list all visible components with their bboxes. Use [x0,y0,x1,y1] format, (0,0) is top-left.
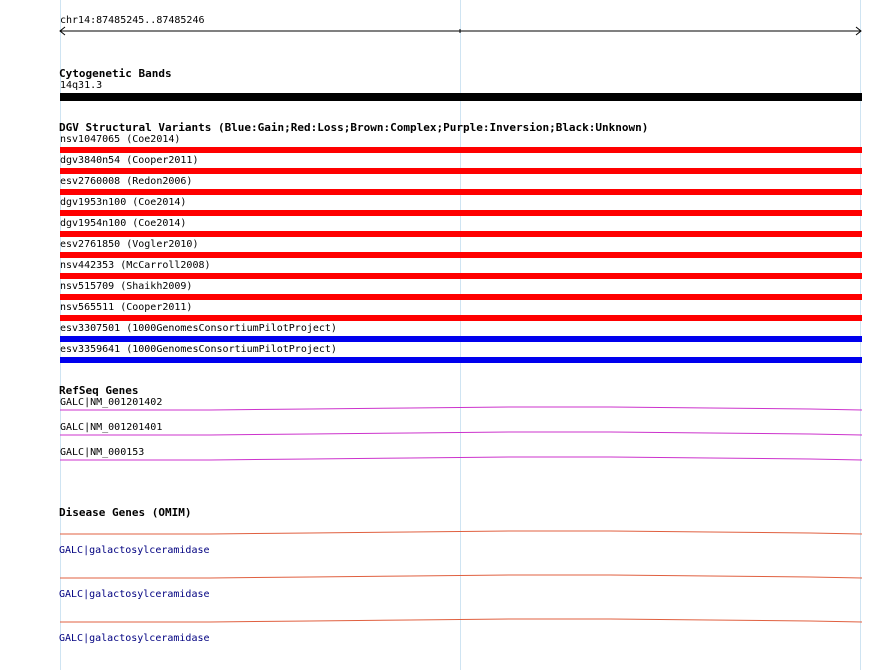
coordinate-ruler [58,26,864,36]
omim-gene-label[interactable]: GALC|galactosylceramidase [59,545,210,556]
dgv-variant-label: dgv1953n100 (Coe2014) [60,197,187,208]
omim-gene-label[interactable]: GALC|galactosylceramidase [59,633,210,644]
refseq-gene-feature[interactable] [60,406,862,414]
omim-track-title: Disease Genes (OMIM) [59,506,192,519]
dgv-variant-label: dgv3840n54 (Cooper2011) [60,155,199,166]
dgv-variant-label: esv2760008 (Redon2006) [60,176,193,187]
dgv-variant-label: nsv515709 (Shaikh2009) [60,281,193,292]
cytoband-bar[interactable] [60,93,862,101]
dgv-variant-bar[interactable] [60,315,862,321]
dgv-variant-label: nsv565511 (Cooper2011) [60,302,193,313]
dgv-variant-bar[interactable] [60,357,862,363]
dgv-variant-bar[interactable] [60,336,862,342]
dgv-variant-bar[interactable] [60,231,862,237]
refseq-gene-label: GALC|NM_001201402 [60,397,163,408]
dgv-variant-bar[interactable] [60,147,862,153]
refseq-track-title: RefSeq Genes [59,384,139,397]
cytoband-track-title: Cytogenetic Bands [59,67,172,80]
coordinate-label: chr14:87485245..87485246 [60,15,205,26]
dgv-variant-label: esv2761850 (Vogler2010) [60,239,199,250]
omim-gene-feature[interactable] [60,618,862,626]
dgv-variant-bar[interactable] [60,210,862,216]
refseq-gene-feature[interactable] [60,456,862,464]
refseq-gene-feature[interactable] [60,431,862,439]
dgv-variant-bar[interactable] [60,252,862,258]
dgv-variant-bar[interactable] [60,189,862,195]
omim-gene-label[interactable]: GALC|galactosylceramidase [59,589,210,600]
refseq-gene-label: GALC|NM_001201401 [60,422,163,433]
omim-gene-feature[interactable] [60,574,862,582]
dgv-variant-label: nsv442353 (McCarroll2008) [60,260,211,271]
dgv-variant-bar[interactable] [60,294,862,300]
dgv-track-title: DGV Structural Variants (Blue:Gain;Red:Loss;Brown:Complex;Purple:Inversion;Black:Unknown) [59,121,649,134]
dgv-variant-label: esv3307501 (1000GenomesConsortiumPilotProject) [60,323,337,334]
dgv-variant-bar[interactable] [60,168,862,174]
cytoband-label: 14q31.3 [60,80,103,91]
dgv-variant-bar[interactable] [60,273,862,279]
dgv-variant-label: dgv1954n100 (Coe2014) [60,218,187,229]
omim-gene-feature[interactable] [60,530,862,538]
dgv-variant-label: esv3359641 (1000GenomesConsortiumPilotProject) [60,344,337,355]
dgv-variant-label: nsv1047065 (Coe2014) [60,134,181,145]
refseq-gene-label: GALC|NM_000153 [60,447,145,458]
